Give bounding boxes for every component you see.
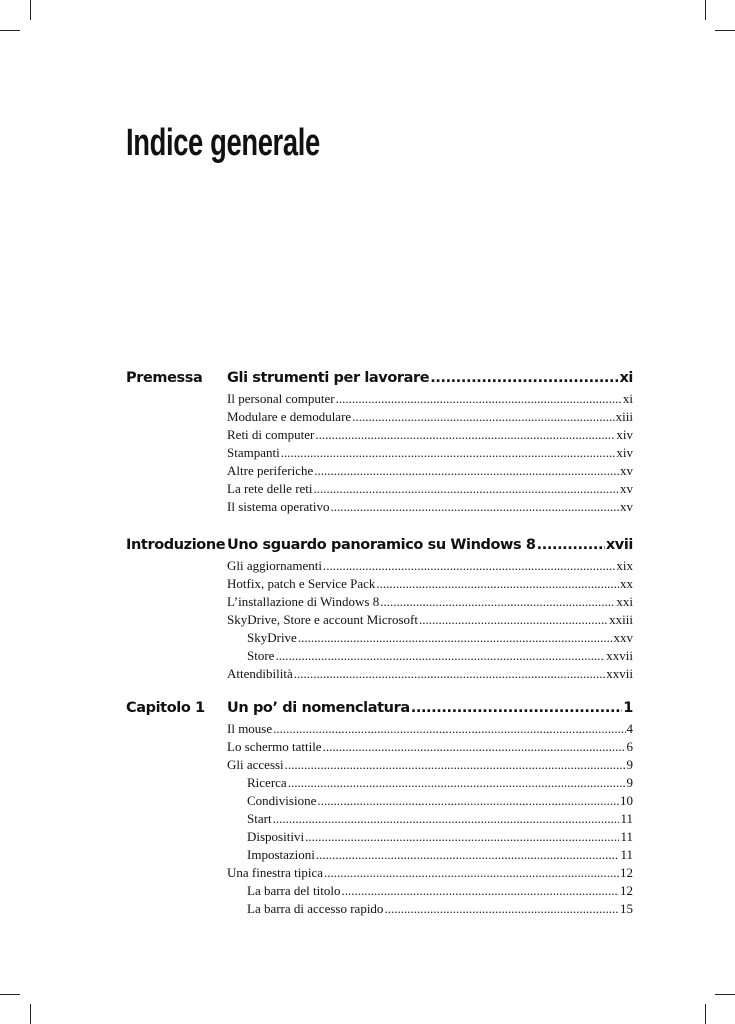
dot-leader	[288, 774, 626, 792]
entry-page: xxvii	[606, 666, 633, 681]
toc-section	[126, 366, 633, 516]
entry-title: Gli aggiornamenti	[227, 558, 322, 573]
section-page: xi	[619, 370, 633, 386]
toc-entry[interactable]	[227, 390, 633, 408]
dot-leader	[316, 846, 620, 864]
entry-title: Stampanti	[227, 445, 280, 460]
entry-title: Dispositivi	[247, 829, 305, 844]
entry-title: Reti di computer	[227, 427, 315, 442]
dot-leader	[305, 828, 619, 846]
entry-title: La barra di accesso rapido	[247, 901, 384, 916]
section-title: Uno sguardo panoramico su Windows 8	[227, 537, 536, 553]
toc-entry[interactable]	[227, 774, 633, 792]
entry-page: 9	[626, 757, 633, 772]
entry-page: xi	[622, 391, 633, 406]
dot-leader	[314, 480, 619, 498]
dot-leader	[273, 810, 620, 828]
entry-title: Condivisione	[247, 793, 317, 808]
toc-entry[interactable]	[227, 426, 633, 444]
dot-leader	[323, 557, 615, 575]
entry-title: Il sistema operativo	[227, 499, 330, 514]
section-title: Un po’ di nomenclatura	[227, 700, 410, 716]
dot-leader	[342, 882, 620, 900]
entry-page: xxvii	[606, 648, 633, 663]
crop-mark	[705, 0, 706, 20]
entry-page: 11	[620, 847, 633, 862]
entry-title: L’installazione di Windows 8	[227, 594, 380, 609]
dot-leader	[285, 756, 626, 774]
entry-title: SkyDrive	[247, 630, 297, 645]
entry-title: Una finestra tipica	[227, 865, 324, 880]
entry-title: La rete delle reti	[227, 481, 313, 496]
entry-page: 12	[620, 883, 633, 898]
entry-page: 6	[626, 739, 633, 754]
crop-mark	[715, 30, 735, 31]
page-title: Indice generale	[126, 122, 320, 164]
dot-leader	[331, 498, 619, 516]
section-label: Introduzione	[126, 537, 226, 553]
entry-title: Ricerca	[247, 775, 287, 790]
dot-leader	[314, 462, 619, 480]
entry-page: xxv	[613, 630, 633, 645]
section-title-row[interactable]	[227, 370, 633, 386]
dot-leader	[419, 611, 608, 629]
section-title-row[interactable]	[227, 700, 633, 716]
dot-leader	[384, 900, 619, 918]
toc-entry[interactable]	[227, 882, 633, 900]
section-page: xvii	[605, 537, 633, 553]
toc-entry[interactable]	[227, 408, 633, 426]
toc-entry[interactable]	[227, 864, 633, 882]
toc-entry[interactable]	[227, 792, 633, 810]
crop-mark	[30, 0, 31, 20]
entry-page: 11	[620, 811, 633, 826]
section-label: Capitolo 1	[126, 700, 205, 716]
crop-mark	[715, 994, 735, 995]
entry-title: Il mouse	[227, 721, 273, 736]
dot-leader	[298, 629, 613, 647]
toc-entry[interactable]	[227, 647, 633, 665]
toc-entry[interactable]	[227, 846, 633, 864]
crop-mark	[30, 1004, 31, 1024]
toc-entry[interactable]	[227, 593, 633, 611]
toc-entry[interactable]	[227, 611, 633, 629]
entry-title: SkyDrive, Store e account Microsoft	[227, 612, 418, 627]
entry-title: Impostazioni	[247, 847, 315, 862]
entry-page: xv	[620, 481, 633, 496]
entry-title: Attendibilità	[227, 666, 293, 681]
crop-mark	[0, 994, 20, 995]
toc-entry[interactable]	[227, 738, 633, 756]
entry-page: xv	[620, 499, 633, 514]
dot-leader	[537, 537, 605, 553]
entry-page: xiv	[616, 427, 633, 442]
entry-title: Start	[247, 811, 272, 826]
entry-title: Hotfix, patch e Service Pack	[227, 576, 376, 591]
entry-page: 12	[620, 865, 633, 880]
dot-leader	[294, 665, 606, 683]
toc-section	[126, 533, 633, 683]
section-heading	[126, 366, 633, 390]
entry-page: xxiii	[609, 612, 633, 627]
entry-page: xiii	[615, 409, 633, 424]
section-title: Gli strumenti per lavorare	[227, 370, 430, 386]
toc-entry[interactable]	[227, 900, 633, 918]
toc-entry[interactable]	[227, 480, 633, 498]
toc-entry[interactable]	[227, 575, 633, 593]
entry-page: xv	[620, 463, 633, 478]
entry-page: xxi	[616, 594, 633, 609]
toc-entry[interactable]	[227, 557, 633, 575]
section-title-row[interactable]	[227, 537, 633, 553]
dot-leader	[324, 864, 619, 882]
entry-page: 11	[620, 829, 633, 844]
toc-entry[interactable]	[227, 756, 633, 774]
toc-entry[interactable]	[227, 720, 633, 738]
crop-mark	[0, 30, 20, 31]
dot-leader	[411, 700, 623, 716]
entry-page: 4	[626, 721, 633, 736]
entry-title: Il personal computer	[227, 391, 335, 406]
section-label: Premessa	[126, 370, 203, 386]
entry-title: Altre periferiche	[227, 463, 314, 478]
entry-title: Modulare e demodulare	[227, 409, 352, 424]
entry-page: 10	[620, 793, 633, 808]
crop-mark	[705, 1004, 706, 1024]
dot-leader	[376, 575, 619, 593]
section-heading	[126, 533, 633, 557]
dot-leader	[430, 370, 618, 386]
entry-page: xiv	[616, 445, 633, 460]
entry-title: Gli accessi	[227, 757, 284, 772]
entry-page: xx	[620, 576, 633, 591]
dot-leader	[336, 390, 622, 408]
entry-page: xix	[616, 558, 633, 573]
entry-page: 9	[626, 775, 633, 790]
dot-leader	[273, 720, 625, 738]
entry-title: Lo schermo tattile	[227, 739, 322, 754]
dot-leader	[380, 593, 615, 611]
toc-entry[interactable]	[227, 498, 633, 516]
toc-entry[interactable]	[227, 665, 633, 683]
dot-leader	[281, 444, 616, 462]
entry-title: Store	[247, 648, 275, 663]
entry-page: 15	[620, 901, 633, 916]
dot-leader	[352, 408, 614, 426]
dot-leader	[275, 647, 605, 665]
toc-entry[interactable]	[227, 810, 633, 828]
dot-leader	[323, 738, 626, 756]
dot-leader	[315, 426, 615, 444]
toc-section	[126, 696, 633, 918]
dot-leader	[317, 792, 619, 810]
toc-entry[interactable]	[227, 828, 633, 846]
section-page: 1	[623, 700, 633, 716]
section-heading	[126, 696, 633, 720]
entry-title: La barra del titolo	[247, 883, 341, 898]
toc-entry[interactable]	[227, 462, 633, 480]
toc-entry[interactable]	[227, 629, 633, 647]
toc-entry[interactable]	[227, 444, 633, 462]
